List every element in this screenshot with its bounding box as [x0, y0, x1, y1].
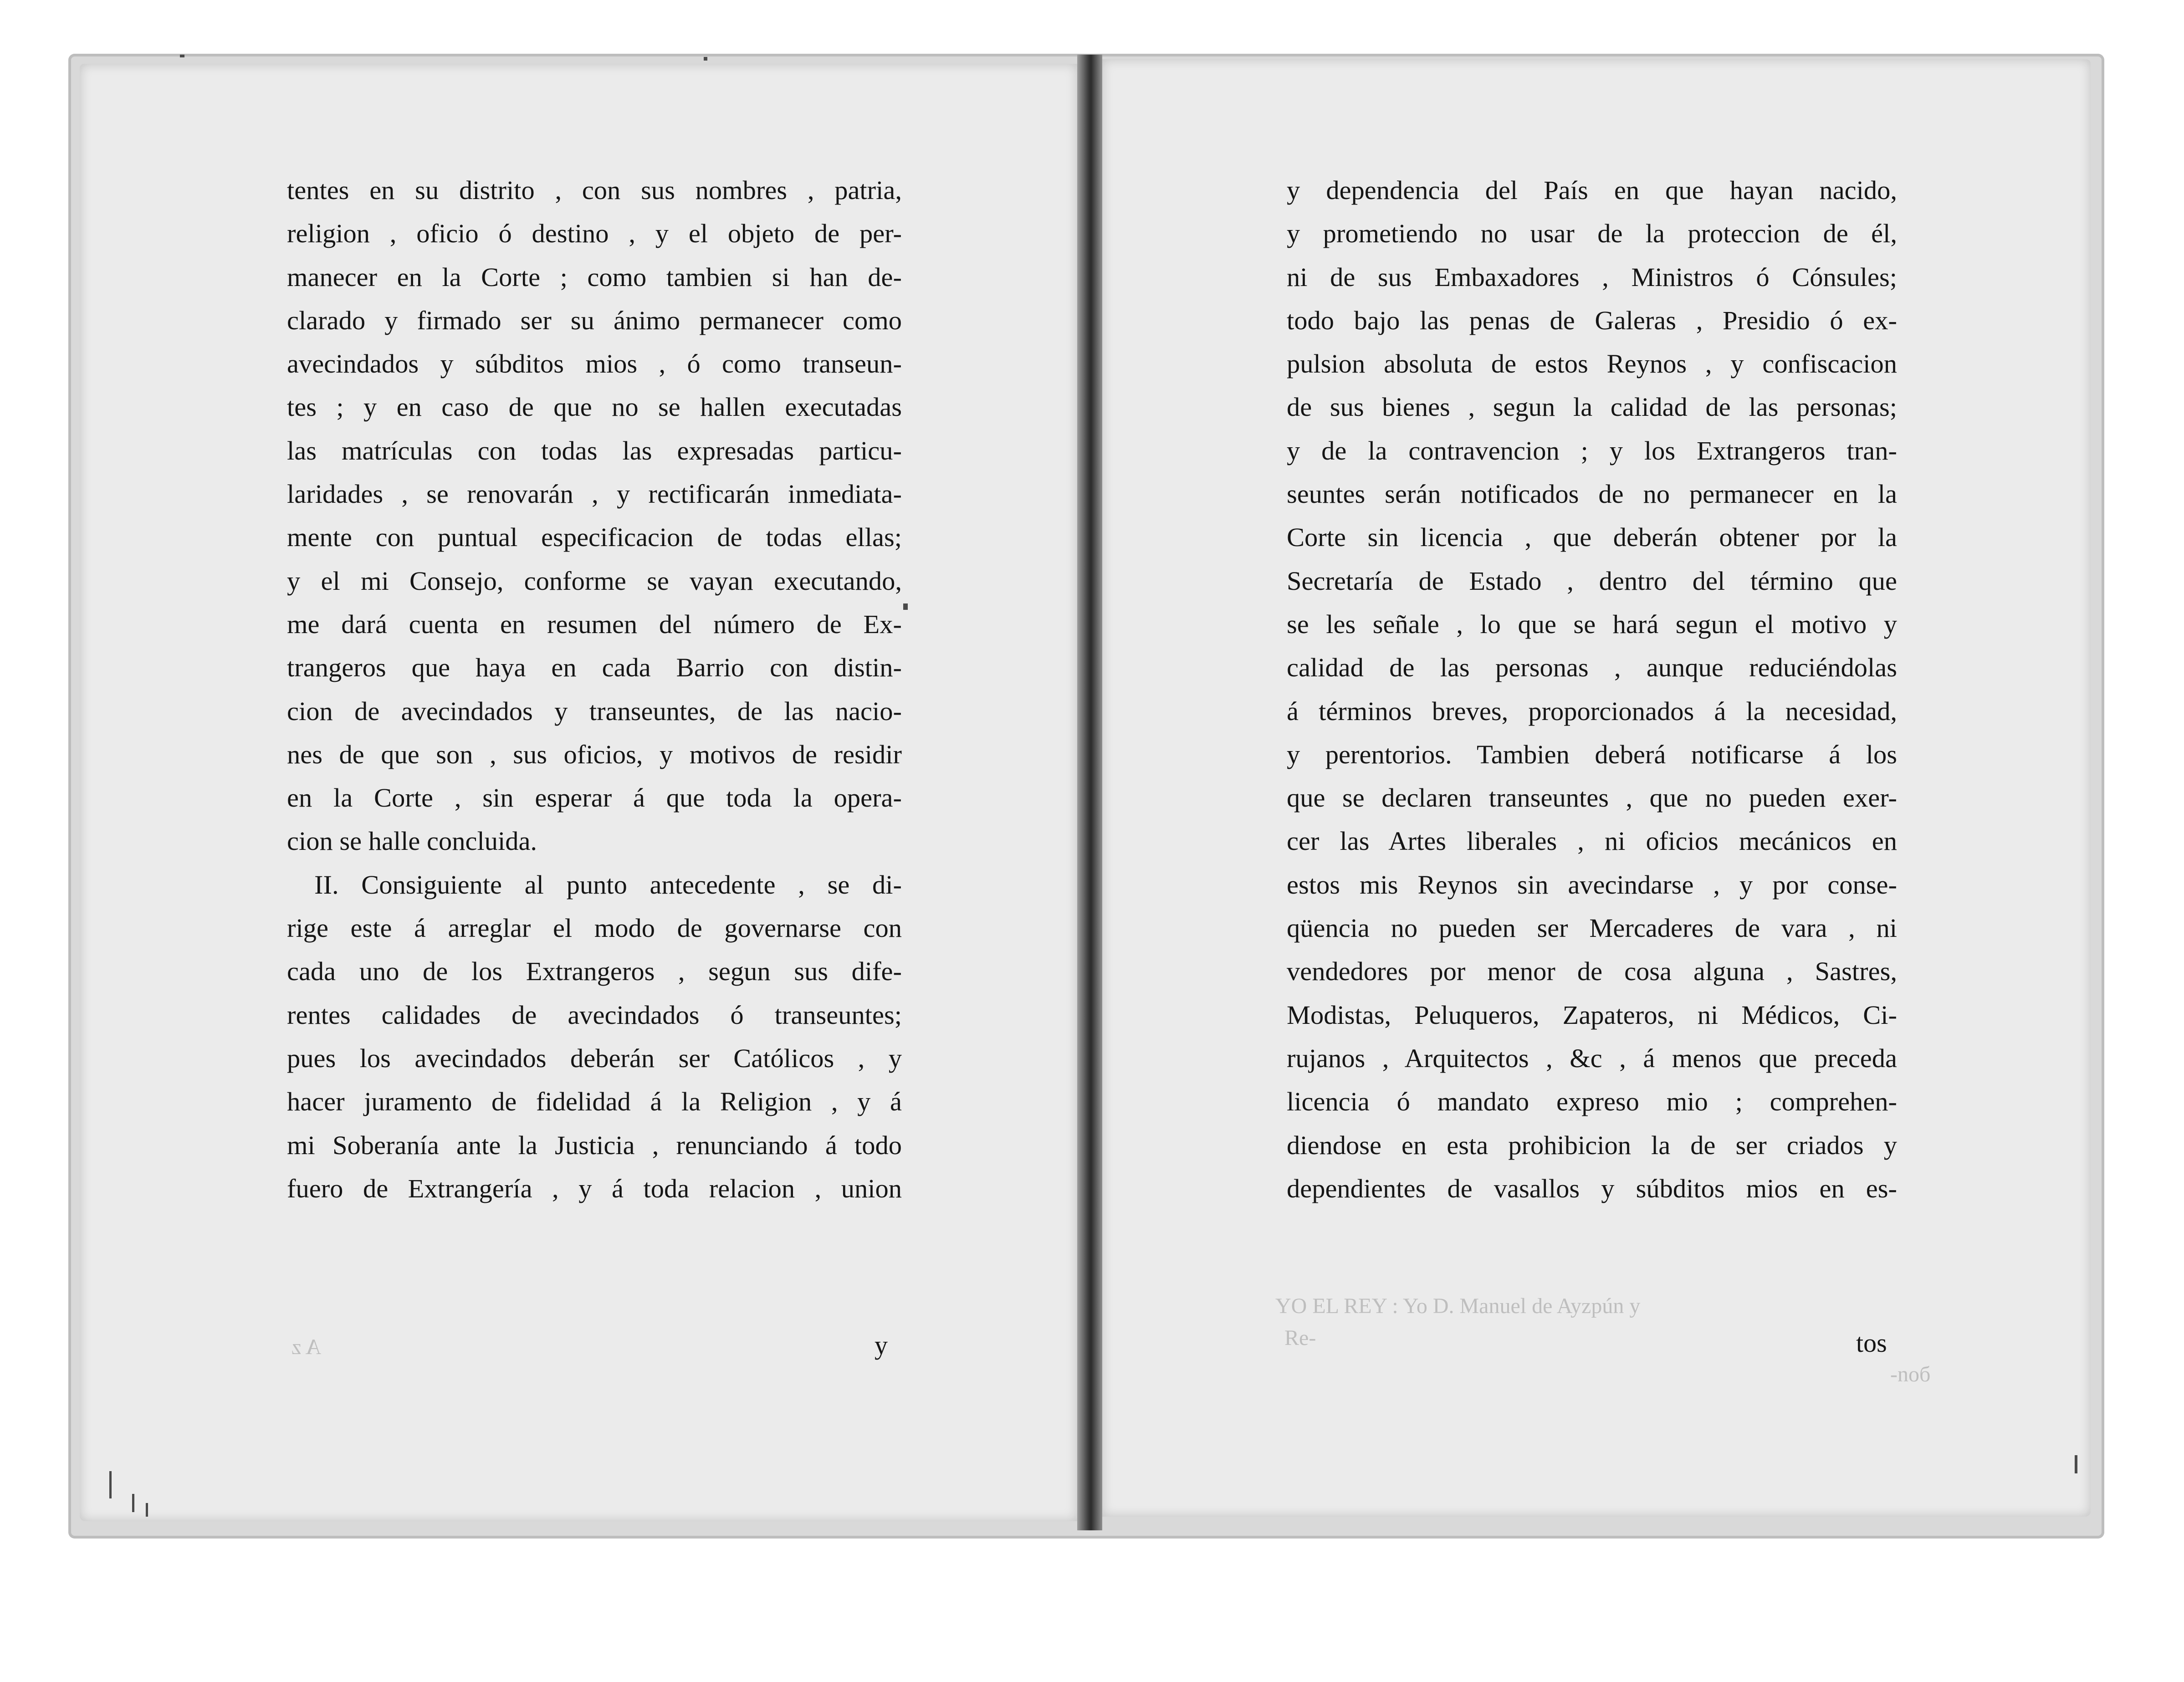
text-line: Secretaría de Estado , dentro del término que [1287, 566, 1897, 596]
text-line: trangeros que haya en cada Barrio con distin- [287, 653, 902, 683]
text-line: estos mis Reynos sin avecindarse , y por conse- [1287, 869, 1897, 900]
right-page-text [1287, 169, 1897, 1210]
paper-mark [180, 55, 184, 57]
paper-mark [109, 1471, 112, 1498]
show-through-text: -noб [1890, 1362, 1931, 1386]
paper-mark [2075, 1455, 2077, 1473]
text-line: tes ; y en caso de que no se hallen executadas [287, 392, 902, 422]
text-line: y prometiendo no usar de la proteccion de él, [1287, 219, 1897, 249]
text-line: mente con puntual especificacion de todas ellas; [287, 522, 902, 552]
text-line: Corte sin licencia , que deberán obtener por la [1287, 522, 1897, 552]
text-line: calidad de las personas , aunque reduciéndolas [1287, 653, 1897, 683]
show-through-text: YO EL REY : Yo D. Manuel de Ayzpún y [1275, 1294, 1641, 1318]
text-line: y dependencia del País en que hayan nacido, [1287, 175, 1897, 205]
text-line: laridades , se renovarán , y rectificarán inmediata- [287, 479, 902, 509]
left-page-text [287, 169, 902, 1210]
text-line: rentes calidades de avecindados ó transeuntes; [287, 1000, 902, 1030]
text-line: rujanos , Arquitectos , &c , á menos que preceda [1287, 1043, 1897, 1073]
text-line: qüencia no pueden ser Mercaderes de vara , ni [1287, 913, 1897, 943]
text-line: manecer en la Corte ; como tambien si han de- [287, 262, 902, 292]
text-line: cer las Artes liberales , ni oficios mecánicos en [1287, 826, 1897, 856]
catchword: tos [1856, 1328, 1887, 1358]
text-line: pulsion absoluta de estos Reynos , y confiscacion [1287, 349, 1897, 379]
paper-mark [132, 1494, 134, 1512]
text-line: mi Soberanía ante la Justicia , renunciando á todo [287, 1130, 902, 1160]
catchword: y [875, 1330, 888, 1360]
text-line: y el mi Consejo, conforme se vayan executando, [287, 566, 902, 596]
text-line: avecindados y súbditos mios , ó como transeun- [287, 349, 902, 379]
text-line: á términos breves, proporcionados á la necesidad, [1287, 696, 1897, 726]
text-line: pues los avecindados deberán ser Católicos , y [287, 1043, 902, 1073]
text-line: tentes en su distrito , con sus nombres , patria, [287, 175, 902, 205]
section-heading-line: II. Consiguiente al punto antecedente , se di- [314, 869, 902, 900]
text-line: se les señale , lo que se hará segun el motivo y [1287, 609, 1897, 639]
book-gutter [1077, 55, 1102, 1530]
text-line: rige este á arreglar el modo de governarse con [287, 913, 902, 943]
text-line: religion , oficio ó destino , y el objeto de per- [287, 219, 902, 249]
text-line: que se declaren transeuntes , que no pueden exer- [1287, 783, 1897, 813]
text-line: me dará cuenta en resumen del número de Ex- [287, 609, 902, 639]
text-line: en la Corte , sin esperar á que toda la opera- [287, 783, 902, 813]
text-line: Modistas, Peluqueros, Zapateros, ni Médicos, Ci- [1287, 1000, 1897, 1030]
text-line: y de la contravencion ; y los Extrangeros tran- [1287, 435, 1897, 465]
text-line: las matrículas con todas las expresadas particu- [287, 435, 902, 465]
text-line: seuntes serán notificados de no permanecer en la [1287, 479, 1897, 509]
paper-mark [704, 57, 707, 61]
text-line: nes de que son , sus oficios, y motivos de residir [287, 739, 902, 769]
text-line: fuero de Extrangería , y á toda relacion , union [287, 1173, 902, 1203]
text-line: todo bajo las penas de Galeras , Presidio ó ex- [1287, 305, 1897, 335]
text-line: hacer juramento de fidelidad á la Religion , y á [287, 1087, 902, 1117]
text-line: y perentorios. Tambien deberá notificarse á los [1287, 739, 1897, 769]
paper-mark [146, 1503, 148, 1517]
text-line: cion de avecindados y transeuntes, de las nacio- [287, 696, 902, 726]
show-through-text: A z [292, 1335, 322, 1359]
text-line: dependientes de vasallos y súbditos mios en es- [1287, 1173, 1897, 1203]
text-line: cion se halle concluida. [287, 826, 537, 856]
show-through-text: Re- [1284, 1326, 1316, 1350]
text-line: vendedores por menor de cosa alguna , Sastres, [1287, 956, 1897, 987]
text-line: ni de sus Embaxadores , Ministros ó Cónsules; [1287, 262, 1897, 292]
ink-spot [903, 603, 908, 610]
text-line: cada uno de los Extrangeros , segun sus dife- [287, 956, 902, 987]
text-line: licencia ó mandato expreso mio ; comprehen- [1287, 1087, 1897, 1117]
text-line: diendose en esta prohibicion la de ser criados y [1287, 1130, 1897, 1160]
text-line: de sus bienes , segun la calidad de las personas; [1287, 392, 1897, 422]
text-line: clarado y firmado ser su ánimo permanecer como [287, 305, 902, 335]
